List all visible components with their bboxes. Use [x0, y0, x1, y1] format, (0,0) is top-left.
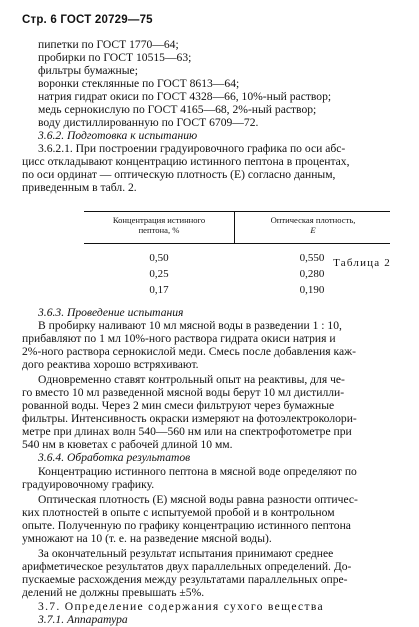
paragraph-line: 2%-ного раствора сернокислой меди. Смесь после добавления каж- [22, 345, 357, 358]
paragraph-line: приведенным в табл. 2. [22, 181, 137, 194]
table-cell-density: 0,550 [299, 252, 325, 264]
paragraph-line: градуировочному графику. [22, 478, 155, 491]
list-item: пробирки по ГОСТ 10515—63; [38, 51, 192, 64]
section-heading-3-6-3: 3.6.3. Проведение испытания [38, 306, 184, 319]
list-item: пипетки по ГОСТ 1770—64; [38, 38, 179, 51]
paragraph-line: опыте. Полученную по графику концентрацию истинного пептона [22, 519, 351, 532]
paragraph-line: го вместо 10 мл разведенной мясной воды берут 10 мл дистилли- [22, 386, 345, 399]
paragraph-line: прибавляют по 1 мл 10%-ного раствора гидрата окиси натрия и [22, 332, 336, 345]
list-item: воронки стеклянные по ГОСТ 8613—64; [38, 77, 240, 90]
paragraph-line: ких плотностей в опыте с испытуемой пробой и в контрольном [22, 506, 335, 519]
table-cell-concentration: 0,50 [149, 252, 169, 264]
paragraph-line: пускаемые расхождения между результатами параллельных опре- [22, 573, 348, 586]
paragraph-line: цисс откладывают концентрацию истинного пептона в процентах, [22, 155, 350, 168]
table-cell-density: 0,280 [299, 268, 325, 280]
paragraph-line: умножают на 10 (т. е. на разведение мясной воды). [22, 532, 272, 545]
table-caption: Таблица 2 [333, 257, 391, 269]
table-header-concentration: Концентрация истинного пептона, % [112, 215, 206, 235]
paragraph-line: арифметическое результатов двух параллельных определений. До- [22, 560, 352, 573]
paragraph-line: В пробирку наливают 10 мл мясной воды в разведении 1 : 10, [38, 319, 342, 332]
paragraph-line: 540 нм в кюветах с рабочей длиной 10 мм. [22, 438, 233, 451]
page-header: Стр. 6 ГОСТ 20729—75 [22, 14, 153, 26]
paragraph-line: Одновременно ставят контрольный опыт на реактивы, для че- [38, 373, 345, 386]
section-heading-3-7: 3.7. Определение содержания сухого вещества [38, 600, 324, 613]
section-heading-3-7-1: 3.7.1. Аппаратура [38, 613, 128, 626]
table-header-density: Оптическая плотность, E [270, 215, 356, 235]
section-heading-3-6-2: 3.6.2. Подготовка к испытанию [38, 129, 198, 142]
table-cell-concentration: 0,25 [149, 268, 169, 280]
table-cell-concentration: 0,17 [149, 284, 169, 296]
paragraph-line: Оптическая плотность (E) мясной воды равна разности оптичес- [38, 493, 358, 506]
table-header-rule [84, 243, 390, 244]
paragraph-line: делений не должны превышать ±5%. [22, 586, 205, 599]
list-item: воду дистиллированную по ГОСТ 6709—72. [38, 116, 259, 129]
paragraph-line: рованной воды. Через 2 мин смеси фильтруют через бумажные [22, 399, 335, 412]
paragraph-line: фильтры. Интенсивность окраски измеряют на фотоэлектроколори- [22, 412, 357, 425]
table-top-rule [84, 211, 390, 212]
paragraph-line: 3.6.2.1. При построении градуировочного графика по оси абс- [38, 142, 346, 155]
section-heading-3-6-4: 3.6.4. Обработка результатов [38, 451, 191, 464]
paragraph-line: по оси ординат — оптическую плотность (E) согласно данным, [22, 168, 336, 181]
table-column-divider [234, 211, 235, 243]
table-cell-density: 0,190 [299, 284, 325, 296]
paragraph-line: дого реактива хорошо встряхивают. [22, 358, 199, 371]
paragraph-line: Концентрацию истинного пептона в мясной воде определяют по [38, 465, 357, 478]
paragraph-line: За окончательный результат испытания принимают среднее [38, 547, 334, 560]
list-item: фильтры бумажные; [38, 64, 138, 77]
list-item: натрия гидрат окиси по ГОСТ 4328—66, 10%-ный раствор; [38, 90, 332, 103]
paragraph-line: метре при длинах волн 540—560 нм или на спектрофотометре при [22, 425, 352, 438]
list-item: медь сернокислую по ГОСТ 4165—68, 2%-ный раствор; [38, 103, 317, 116]
